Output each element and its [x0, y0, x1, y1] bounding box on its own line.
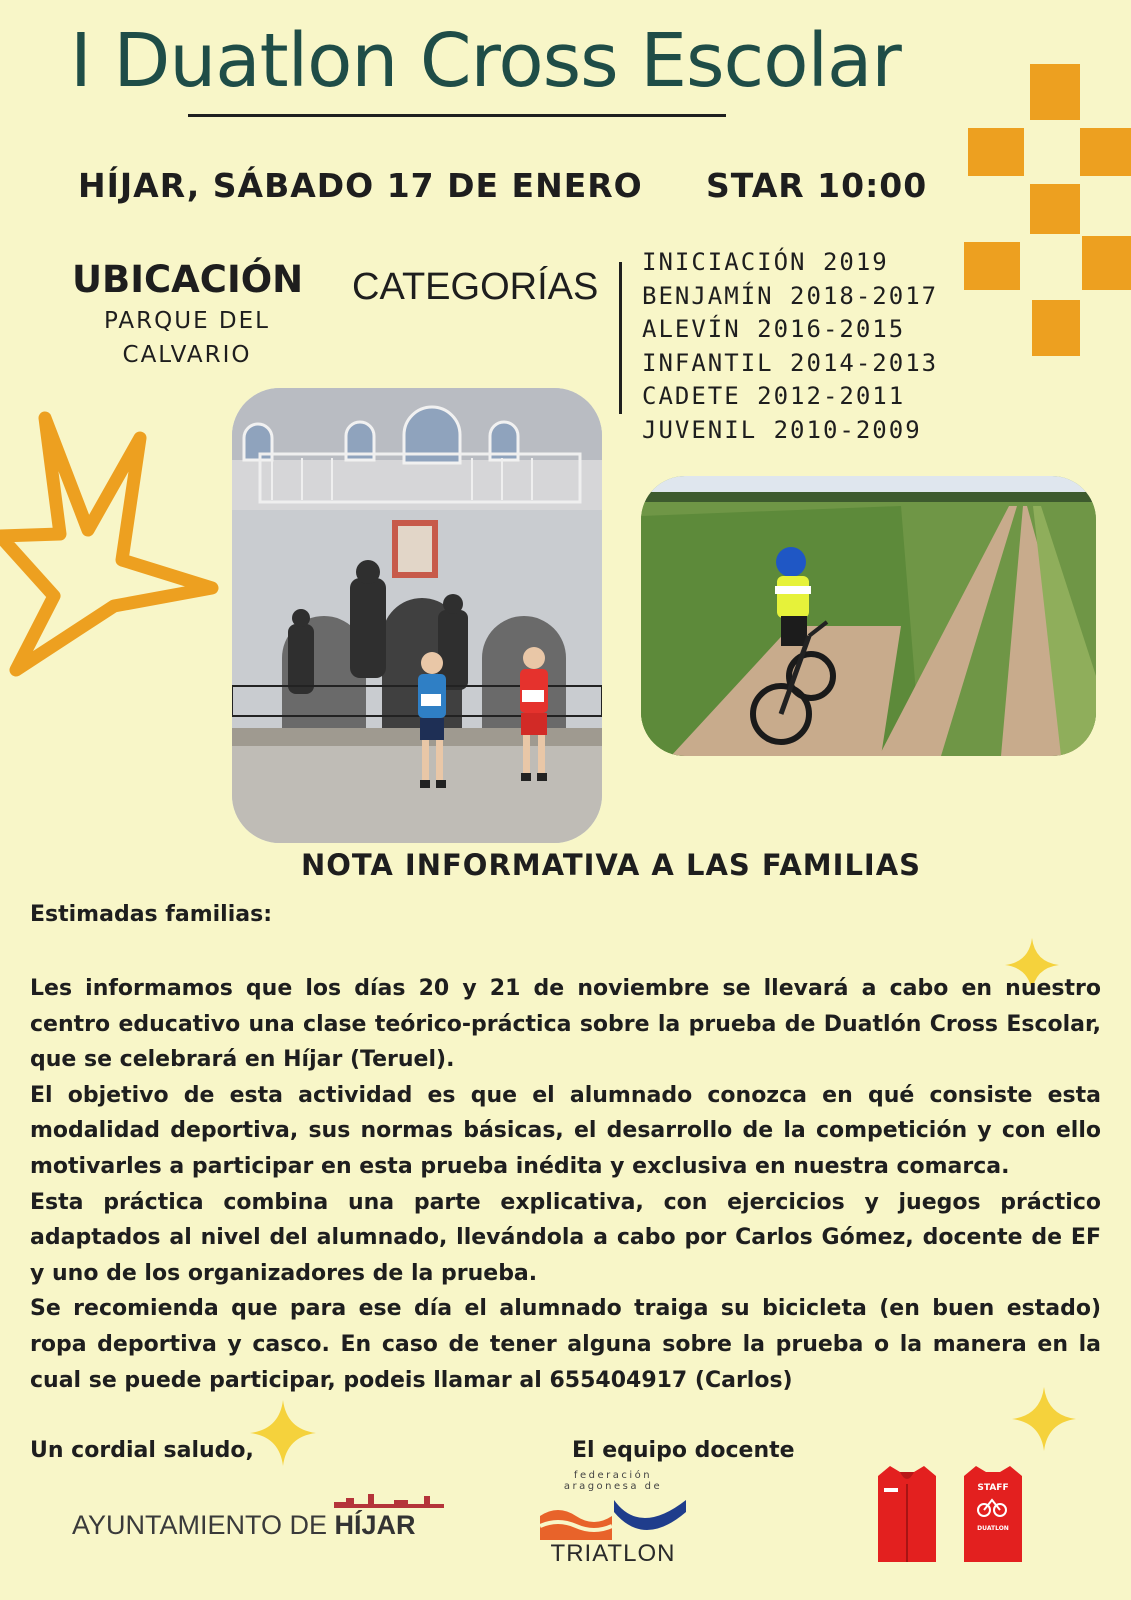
staff-vest-image — [962, 1466, 1024, 1566]
star-outline-decoration — [0, 410, 222, 680]
location-place — [84, 304, 290, 372]
sparkle-icon — [250, 1400, 316, 1466]
checker-decoration — [960, 60, 1131, 360]
note-paragraph: Esta práctica combina una parte explicativa, con ejercicios y juegos práctico adaptados al nivel del alumnado, llevándola a cabo por Carlos Gómez, docente de EF y uno de los organizadores de la prueba. — [30, 1189, 1101, 1286]
page-title: I Duatlon Cross Escolar — [70, 18, 901, 104]
ayuntamiento-prefix: AYUNTAMIENTO DE — [72, 1510, 335, 1540]
cyclist-photo — [641, 476, 1096, 756]
note-paragraph: Se recomienda que para ese día el alumnado traiga su bicicleta (en buen estado) ropa deportiva y casco. En caso de tener alguna sobre la prueba o la manera en la cual se puede participar, podeis llamar al 655404917 (Carlos) — [30, 1296, 1101, 1393]
note-paragraph: Les informamos que los días 20 y 21 de noviembre se llevará a cabo en nuestro centro educativo una clase teórico-práctica sobre la prueba de Duatlón Cross Escolar, que se celebrará en Híjar (Teruel). — [30, 976, 1101, 1073]
staff-label: STAFF — [977, 1483, 1009, 1493]
location-line-2: CALVARIO — [122, 342, 252, 368]
federation-line-2: aragonesa de — [563, 1481, 663, 1492]
category-item: ALEVÍN 2016-2015 — [642, 315, 906, 343]
runners-photo — [232, 388, 602, 843]
category-item: BENJAMÍN 2018-2017 — [642, 281, 939, 310]
location-heading: UBICACIÓN — [72, 258, 304, 301]
event-start-time: STAR 10:00 — [706, 166, 928, 205]
location-line-1: PARQUE DEL — [104, 308, 270, 334]
category-item: INFANTIL 2014-2013 — [642, 348, 939, 377]
categories-list — [642, 246, 938, 447]
title-underline — [188, 114, 726, 117]
ayuntamiento-logo — [72, 1510, 416, 1541]
category-item: INICIACIÓN 2019 — [642, 248, 889, 276]
federation-label — [548, 1470, 678, 1492]
note-body — [30, 971, 1101, 1398]
note-greeting: Estimadas familias: — [30, 902, 272, 927]
event-date: HÍJAR, SÁBADO 17 DE ENERO — [78, 166, 643, 205]
town-skyline-icon — [334, 1492, 444, 1508]
federation-wave-icon — [540, 1496, 686, 1540]
staff-sub-label: DUATLON — [977, 1525, 1009, 1532]
red-vest-image — [876, 1466, 938, 1566]
categories-heading: CATEGORÍAS — [352, 266, 599, 308]
note-heading: NOTA INFORMATIVA A LAS FAMILIAS — [300, 848, 922, 882]
ayuntamiento-name: HÍJAR — [334, 1510, 416, 1540]
note-paragraph: El objetivo de esta actividad es que el alumnado conozca en qué consiste esta modalidad deportiva, sus normas básicas, el desarrollo de la competición y con ello motivarles a participar en esta prueba inédita y exclusiva en nuestra comarca. — [30, 1082, 1101, 1179]
note-signature: El equipo docente — [572, 1438, 795, 1463]
category-item: JUVENIL 2010-2009 — [642, 415, 922, 444]
federation-name: TRIATLON — [550, 1540, 676, 1567]
federation-line-1: federación — [573, 1470, 653, 1481]
categories-divider — [619, 262, 622, 414]
note-closing: Un cordial saludo, — [30, 1438, 254, 1463]
category-item: CADETE 2012-2011 — [642, 382, 906, 410]
